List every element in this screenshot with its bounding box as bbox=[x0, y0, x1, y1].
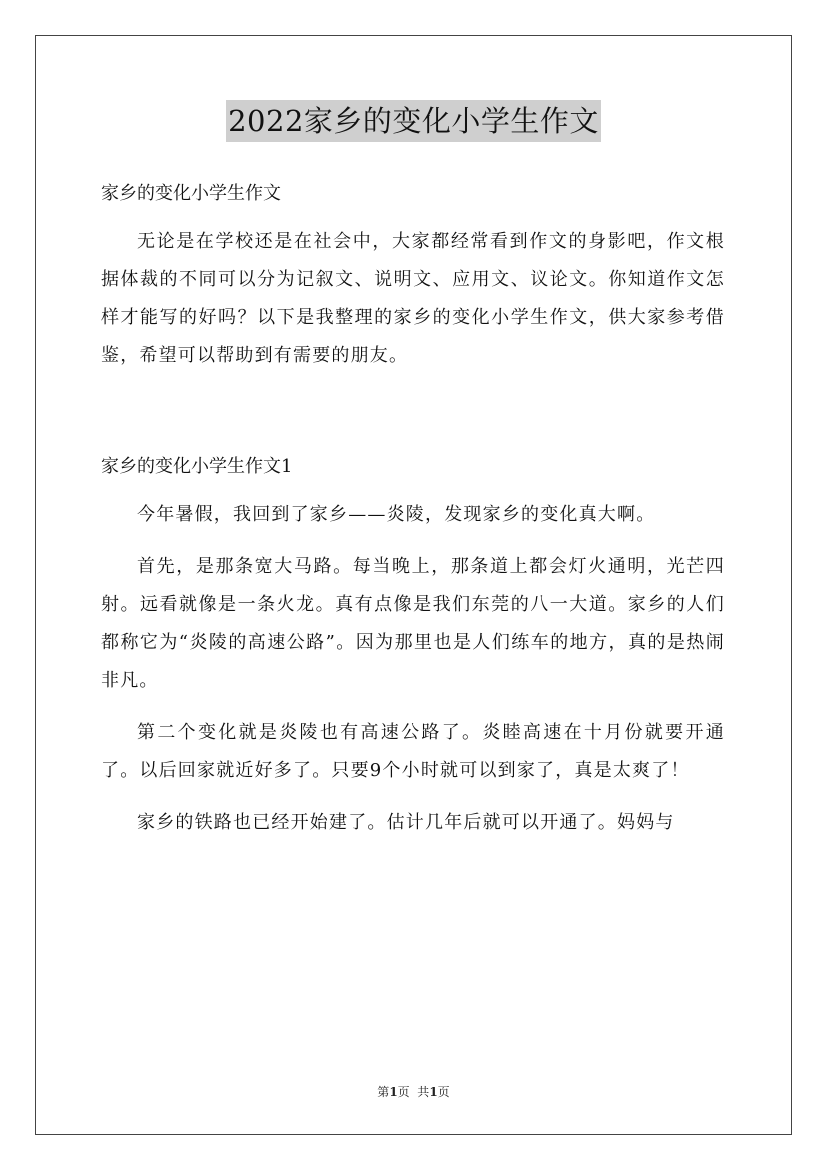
document-body bbox=[101, 175, 725, 842]
page-number-suffix: 页 bbox=[437, 1085, 450, 1099]
essay-heading: 家乡的变化小学生作文1 bbox=[101, 456, 293, 477]
page-number-total: 1 bbox=[429, 1085, 438, 1099]
page-number-mid: 页 共 bbox=[397, 1085, 430, 1099]
document-title: 2022家乡的变化小学生作文 bbox=[226, 100, 601, 142]
intro-paragraph: 无论是在学校还是在社会中，大家都经常看到作文的身影吧，作文根据体裁的不同可以分为记叙文、说明文、应用文、议论文。你知道作文怎样才能写的好吗？以下是我整理的家乡的变化小学生作文，供大家参考借鉴，希望可以帮助到有需要的朋友。 bbox=[101, 231, 725, 366]
essay-paragraph-4: 家乡的铁路也已经开始建了。估计几年后就可以开通了。妈妈与 bbox=[137, 812, 675, 833]
page-number-current: 1 bbox=[389, 1085, 398, 1099]
intro-heading: 家乡的变化小学生作文 bbox=[101, 183, 281, 204]
title-container bbox=[0, 100, 827, 142]
page-number-prefix: 第 bbox=[377, 1085, 390, 1099]
essay-paragraph-2: 首先，是那条宽大马路。每当晚上，那条道上都会灯火通明，光芒四射。远看就像是一条火龙。真有点像是我们东莞的八一大道。家乡的人们都称它为“炎陵的高速公路”。因为那里也是人们练车的地方，真的是热闹非凡。 bbox=[101, 556, 725, 691]
essay-paragraph-3: 第二个变化就是炎陵也有高速公路了。炎睦高速在十月份就要开通了。以后回家就近好多了。只要9个小时就可以到家了，真是太爽了！ bbox=[101, 722, 725, 781]
essay-paragraph-1: 今年暑假，我回到了家乡——炎陵，发现家乡的变化真大啊。 bbox=[137, 504, 656, 525]
page-footer bbox=[0, 1083, 827, 1100]
